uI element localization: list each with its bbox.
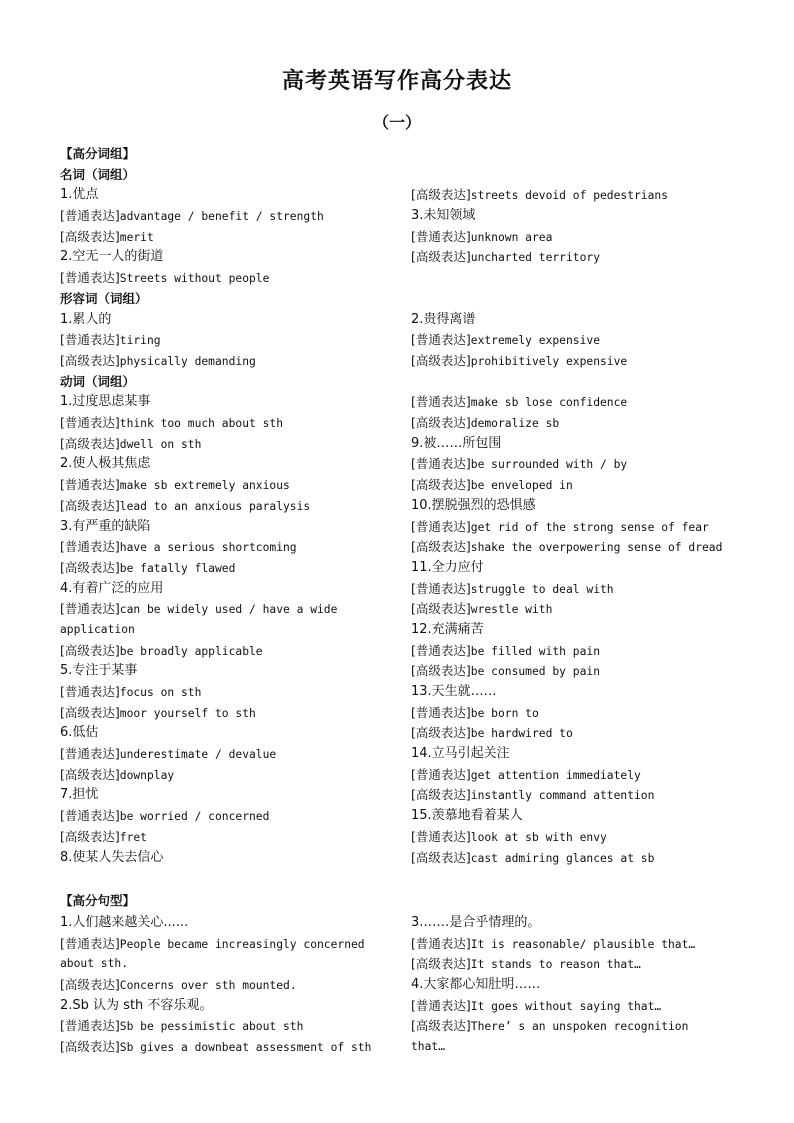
expression-text: be consumed by pain xyxy=(470,665,600,679)
entry-continuation: application xyxy=(60,622,135,636)
normal-label: [普通表达] xyxy=(60,539,120,555)
normal-expression xyxy=(411,517,751,538)
expression-text: moor yourself to sth xyxy=(119,706,256,720)
advanced-expression xyxy=(411,247,751,268)
expression-text: dwell on sth xyxy=(119,437,202,451)
normal-expression xyxy=(60,806,400,827)
advanced-label: [高级表达] xyxy=(411,956,471,972)
advanced-expression xyxy=(411,661,751,682)
advanced-expression xyxy=(60,827,400,848)
entry-title: 6.低估 xyxy=(60,725,99,741)
entry-title: 3.有严重的缺陷 xyxy=(60,518,151,534)
advanced-label: [高级表达] xyxy=(411,187,471,203)
advanced-label: [高级表达] xyxy=(411,787,471,803)
normal-label: [普通表达] xyxy=(60,746,120,762)
advanced-expression xyxy=(411,351,751,372)
adj-right-column xyxy=(411,310,751,372)
expression-text: demoralize sb xyxy=(470,417,560,431)
expression-text: be enveloped in xyxy=(470,479,573,493)
normal-expression xyxy=(60,682,400,703)
advanced-expression xyxy=(411,599,751,620)
entry-title: 15.羡慕地看着某人 xyxy=(411,808,523,824)
normal-expression xyxy=(60,744,400,765)
advanced-expression xyxy=(60,434,400,455)
normal-expression xyxy=(60,206,400,227)
advanced-label: [高级表达] xyxy=(411,849,471,865)
section-heading-sentences: 【高分句型】 xyxy=(60,893,136,908)
entry-title: 2.贵得离谱 xyxy=(411,311,476,327)
expression-text: be worried / concerned xyxy=(119,810,270,824)
expression-text: Sb be pessimistic about sth xyxy=(119,1020,304,1034)
entry-continuation: that… xyxy=(411,1040,446,1054)
expression-text: It goes without saying that… xyxy=(470,999,662,1013)
advanced-label: [高级表达] xyxy=(60,766,120,782)
expression-text: fret xyxy=(119,830,147,844)
normal-expression xyxy=(411,454,751,475)
expression-text: struggle to deal with xyxy=(470,582,614,596)
expression-text: instantly command attention xyxy=(470,789,655,803)
expression-text: merit xyxy=(119,230,154,244)
advanced-label: [高级表达] xyxy=(411,249,471,265)
advanced-expression xyxy=(411,537,751,558)
normal-expression xyxy=(60,330,400,351)
entry-title: 12.充满痛苦 xyxy=(411,621,484,637)
advanced-label: [高级表达] xyxy=(60,352,120,368)
advanced-expression xyxy=(60,227,400,248)
advanced-label: [高级表达] xyxy=(60,704,120,720)
expression-text: Concerns over sth mounted. xyxy=(119,979,297,993)
normal-expression xyxy=(411,392,751,413)
expression-text: can be widely used / have a wide xyxy=(119,603,338,617)
normal-label: [普通表达] xyxy=(411,332,471,348)
expression-text: be hardwired to xyxy=(470,727,573,741)
advanced-label: [高级表达] xyxy=(60,559,120,575)
advanced-label: [高级表达] xyxy=(60,497,120,513)
advanced-expression xyxy=(411,723,751,744)
expression-text: underestimate / devalue xyxy=(119,748,277,762)
normal-label: [普通表达] xyxy=(411,935,471,951)
advanced-label: [高级表达] xyxy=(411,352,471,368)
advanced-expression xyxy=(60,975,400,996)
normal-label: [普通表达] xyxy=(60,415,120,431)
expression-text: be filled with pain xyxy=(470,644,600,658)
advanced-expression xyxy=(60,1037,400,1058)
advanced-expression xyxy=(411,1016,751,1037)
advanced-label: [高级表达] xyxy=(411,415,471,431)
normal-expression xyxy=(411,996,751,1017)
entry-title: 5.专注于某事 xyxy=(60,663,138,679)
adjectives-heading: 形容词（词组） xyxy=(60,290,148,306)
advanced-label: [高级表达] xyxy=(411,663,471,679)
normal-expression xyxy=(60,599,400,620)
normal-label: [普通表达] xyxy=(411,518,471,534)
normal-expression xyxy=(60,268,400,289)
entry-title: 1.优点 xyxy=(60,187,99,203)
advanced-expression xyxy=(60,351,400,372)
advanced-label: [高级表达] xyxy=(411,725,471,741)
entry-title: 13.天生就…… xyxy=(411,684,497,700)
expression-text: advantage / benefit / strength xyxy=(119,210,324,224)
advanced-expression xyxy=(60,765,400,786)
entry-title: 4.大家都心知肚明…… xyxy=(411,977,541,993)
page-title: 高考英语写作高分表达 xyxy=(281,69,512,94)
advanced-label: [高级表达] xyxy=(60,1039,120,1055)
normal-label: [普通表达] xyxy=(411,704,471,720)
normal-label: [普通表达] xyxy=(411,228,471,244)
advanced-expression xyxy=(60,703,400,724)
entry-title: 10.摆脱强烈的恐惧感 xyxy=(411,497,536,513)
verbs-heading-wrap xyxy=(60,372,400,393)
expression-text: be born to xyxy=(470,706,539,720)
advanced-label: [高级表达] xyxy=(60,977,120,993)
adj-heading-wrap xyxy=(60,289,400,310)
normal-expression xyxy=(411,934,751,955)
normal-expression xyxy=(411,827,751,848)
entry-title: 1.人们越来越关心...... xyxy=(60,915,189,930)
entry-title: 1.累人的 xyxy=(60,311,112,327)
normal-label: [普通表达] xyxy=(60,601,120,617)
advanced-label: [高级表达] xyxy=(60,642,120,658)
normal-expression xyxy=(60,934,400,955)
expression-text: get attention immediately xyxy=(470,768,641,782)
normal-label: [普通表达] xyxy=(60,332,120,348)
nouns-heading: 名词（词组） xyxy=(60,166,136,182)
entry-title: 9.被……所包围 xyxy=(411,435,502,451)
advanced-label: [高级表达] xyxy=(60,828,120,844)
entry-title: 1.过度思虑某事 xyxy=(60,394,151,410)
entry-title: 2.空无一人的街道 xyxy=(60,249,164,265)
expression-text: uncharted territory xyxy=(470,251,600,265)
expression-text: shake the overpowering sense of dread xyxy=(470,541,723,555)
expression-text: make sb lose confidence xyxy=(470,396,628,410)
normal-expression xyxy=(411,703,751,724)
sentences-left-column xyxy=(60,913,400,1058)
expression-text: Streets without people xyxy=(119,272,270,286)
expression-text: prohibitively expensive xyxy=(470,354,628,368)
normal-label: [普通表达] xyxy=(411,394,471,410)
section-heading-phrases: 【高分词组】 xyxy=(60,146,136,161)
advanced-expression xyxy=(411,848,751,869)
expression-text: think too much about sth xyxy=(119,417,283,431)
normal-label: [普通表达] xyxy=(60,808,120,824)
normal-expression xyxy=(411,579,751,600)
expression-text: tiring xyxy=(119,334,161,348)
advanced-expression xyxy=(60,558,400,579)
entry-title: 8.使某人失去信心 xyxy=(60,849,164,865)
normal-label: [普通表达] xyxy=(411,828,471,844)
entry-title: 3.未知领域 xyxy=(411,208,476,224)
advanced-expression xyxy=(60,641,400,662)
nouns-right-column xyxy=(411,185,751,268)
entry-title: 11.全力应付 xyxy=(411,559,484,575)
entry-title: 2.Sb 认为 sth 不容乐观。 xyxy=(60,997,213,1013)
expression-text: It is reasonable/ plausible that… xyxy=(470,937,696,951)
advanced-label: [高级表达] xyxy=(60,228,120,244)
entry-continuation: about sth. xyxy=(60,957,129,971)
expression-text: It stands to reason that… xyxy=(470,958,641,972)
expression-text: downplay xyxy=(119,768,175,782)
nouns-left-column xyxy=(60,185,400,288)
entry-title: 4.有着广泛的应用 xyxy=(60,580,164,596)
expression-text: People became increasingly concerned xyxy=(119,937,365,951)
normal-expression xyxy=(60,537,400,558)
normal-expression xyxy=(60,413,400,434)
expression-text: focus on sth xyxy=(119,686,202,700)
entry-title: 7.担忧 xyxy=(60,787,99,803)
verbs-heading: 动词（词组） xyxy=(60,373,136,389)
expression-text: be fatally flawed xyxy=(119,561,236,575)
expression-text: look at sb with envy xyxy=(470,830,607,844)
expression-text: wrestle with xyxy=(470,603,553,617)
advanced-expression xyxy=(60,496,400,517)
normal-label: [普通表达] xyxy=(60,270,120,286)
expression-text: get rid of the strong sense of fear xyxy=(470,520,709,534)
normal-label: [普通表达] xyxy=(60,935,120,951)
expression-text: be surrounded with / by xyxy=(470,458,628,472)
advanced-expression xyxy=(411,413,751,434)
advanced-expression xyxy=(411,475,751,496)
advanced-expression xyxy=(411,185,751,206)
expression-text: There’ s an unspoken recognition xyxy=(470,1020,689,1034)
expression-text: extremely expensive xyxy=(470,334,600,348)
expression-text: physically demanding xyxy=(119,354,256,368)
normal-label: [普通表达] xyxy=(60,208,120,224)
normal-expression xyxy=(411,641,751,662)
normal-label: [普通表达] xyxy=(411,456,471,472)
normal-expression xyxy=(411,330,751,351)
normal-expression xyxy=(411,765,751,786)
sentences-right-column xyxy=(411,913,751,1058)
normal-expression xyxy=(60,1016,400,1037)
normal-label: [普通表达] xyxy=(60,684,120,700)
phrases-section xyxy=(60,144,400,185)
sentences-heading-wrap xyxy=(60,891,400,912)
verbs-right-column xyxy=(411,392,751,868)
verbs-left-column xyxy=(60,392,400,868)
expression-text: be broadly applicable xyxy=(119,644,263,658)
advanced-expression xyxy=(411,785,751,806)
expression-text: lead to an anxious paralysis xyxy=(119,499,311,513)
advanced-label: [高级表达] xyxy=(60,435,120,451)
expression-text: have a serious shortcoming xyxy=(119,541,297,555)
advanced-label: [高级表达] xyxy=(411,1018,471,1034)
normal-label: [普通表达] xyxy=(60,1018,120,1034)
normal-label: [普通表达] xyxy=(411,580,471,596)
normal-expression xyxy=(411,227,751,248)
page-subtitle: （一） xyxy=(372,113,421,132)
entry-title: 14.立马引起关注 xyxy=(411,746,510,762)
advanced-expression xyxy=(411,954,751,975)
entry-title: 2.使人极其焦虑 xyxy=(60,456,151,472)
normal-label: [普通表达] xyxy=(411,642,471,658)
advanced-label: [高级表达] xyxy=(411,477,471,493)
normal-label: [普通表达] xyxy=(411,766,471,782)
expression-text: Sb gives a downbeat assessment of sth xyxy=(119,1041,372,1055)
adj-left-column xyxy=(60,310,400,372)
normal-label: [普通表达] xyxy=(411,997,471,1013)
advanced-label: [高级表达] xyxy=(411,601,471,617)
expression-text: make sb extremely anxious xyxy=(119,479,290,493)
expression-text: unknown area xyxy=(470,230,553,244)
advanced-label: [高级表达] xyxy=(411,539,471,555)
normal-expression xyxy=(60,475,400,496)
normal-label: [普通表达] xyxy=(60,477,120,493)
expression-text: streets devoid of pedestrians xyxy=(470,189,669,203)
expression-text: cast admiring glances at sb xyxy=(470,851,655,865)
entry-title: 3.……是合乎情理的。 xyxy=(411,915,541,930)
